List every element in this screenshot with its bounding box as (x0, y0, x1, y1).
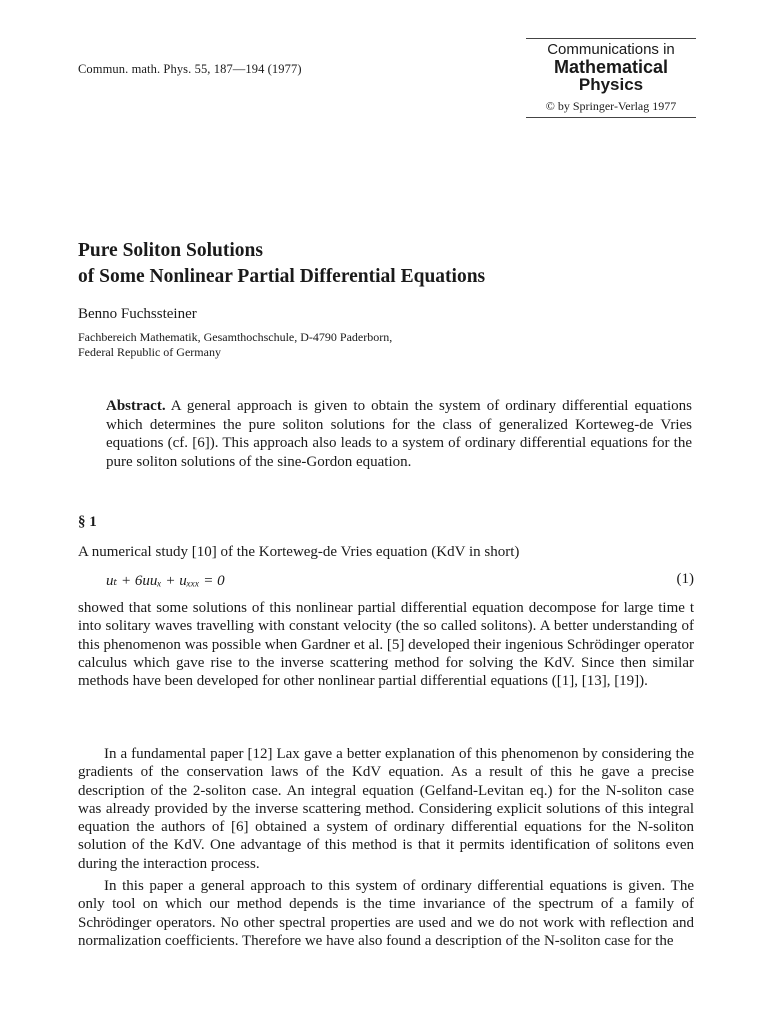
equation-number: (1) (676, 571, 694, 587)
masthead-top-rule (526, 38, 696, 39)
equation-text: uₜ + 6uuₓ + uₓₓₓ = 0 (106, 573, 225, 589)
abstract (106, 397, 692, 471)
paragraph-2: In a fundamental paper [12] Lax gave a better explanation of this phenomenon by considering the gradients of the conservation laws of the KdV equation. As a result of this he gave a precise description of the 2-soliton case. An integral equation (Gelfand-Levitan eq.) for the N-soliton case was already provided by the inverse scattering method. Considering explicit solutions of this integral equation the authors of [6] obtained a system of ordinary differential equations for the N-soliton solution of the KdV. One advantage of this method is that it permits identification of solitons even during the interaction process. (78, 746, 694, 872)
paper-title-line1: Pure Soliton Solutions (78, 240, 263, 261)
author-affiliation (78, 330, 392, 360)
affiliation-line1: Fachbereich Mathematik, Gesamthochschule, D-4790 Paderborn, (78, 330, 393, 344)
section-heading: § 1 (78, 514, 97, 530)
equation-1 (106, 571, 694, 590)
journal-citation: Commun. math. Phys. 55, 187—194 (1977) (78, 62, 302, 76)
journal-name-line1: Communications in (547, 41, 675, 58)
author-name: Benno Fuchssteiner (78, 306, 197, 322)
section-intro: A numerical study [10] of the Korteweg-de Vries equation (KdV in short) (78, 544, 520, 560)
journal-name-line2: Mathematical (553, 57, 669, 77)
journal-masthead (526, 38, 696, 118)
paragraph-1: showed that some solutions of this nonlinear partial differential equation decompose for large time t into solitary waves travelling with constant velocity (the so called solitons). A better understanding of this phenomenon was possible when Gardner et al. [5] developed their ingenious Schrödinger operator calculus which gave rise to the inverse scattering method for solving the KdV. Since then similar methods have been developed for other nonlinear partial differential equations ([1], [13], [19]). (78, 600, 694, 690)
affiliation-line2: Federal Republic of Germany (78, 345, 221, 359)
abstract-label: Abstract. (106, 398, 166, 414)
publisher-copyright: © by Springer-Verlag 1977 (545, 99, 677, 113)
paragraph-3: In this paper a general approach to this system of ordinary differential equations is given. The only tool on which our method depends is the time invariance of the spectrum of a family of Schrödinger operators. No other spectral properties are used and we do not work with reflection and normalization coefficients. Therefore we have also found a description of the N-soliton case for the (78, 878, 694, 949)
journal-name-line3: Physics (578, 75, 644, 94)
paper-title-line2: of Some Nonlinear Partial Differential Equations (78, 266, 486, 287)
abstract-text: A general approach is given to obtain the system of ordinary differential equations which determines the pure soliton solutions for the class of generalized Korteweg-de Vries equations (cf. [6]). This approach also leads to a system of ordinary differential equations for the pure soliton solutions of the sine-Gordon equation. (106, 398, 692, 470)
paper-title (78, 238, 485, 290)
masthead-bottom-rule (526, 117, 696, 118)
